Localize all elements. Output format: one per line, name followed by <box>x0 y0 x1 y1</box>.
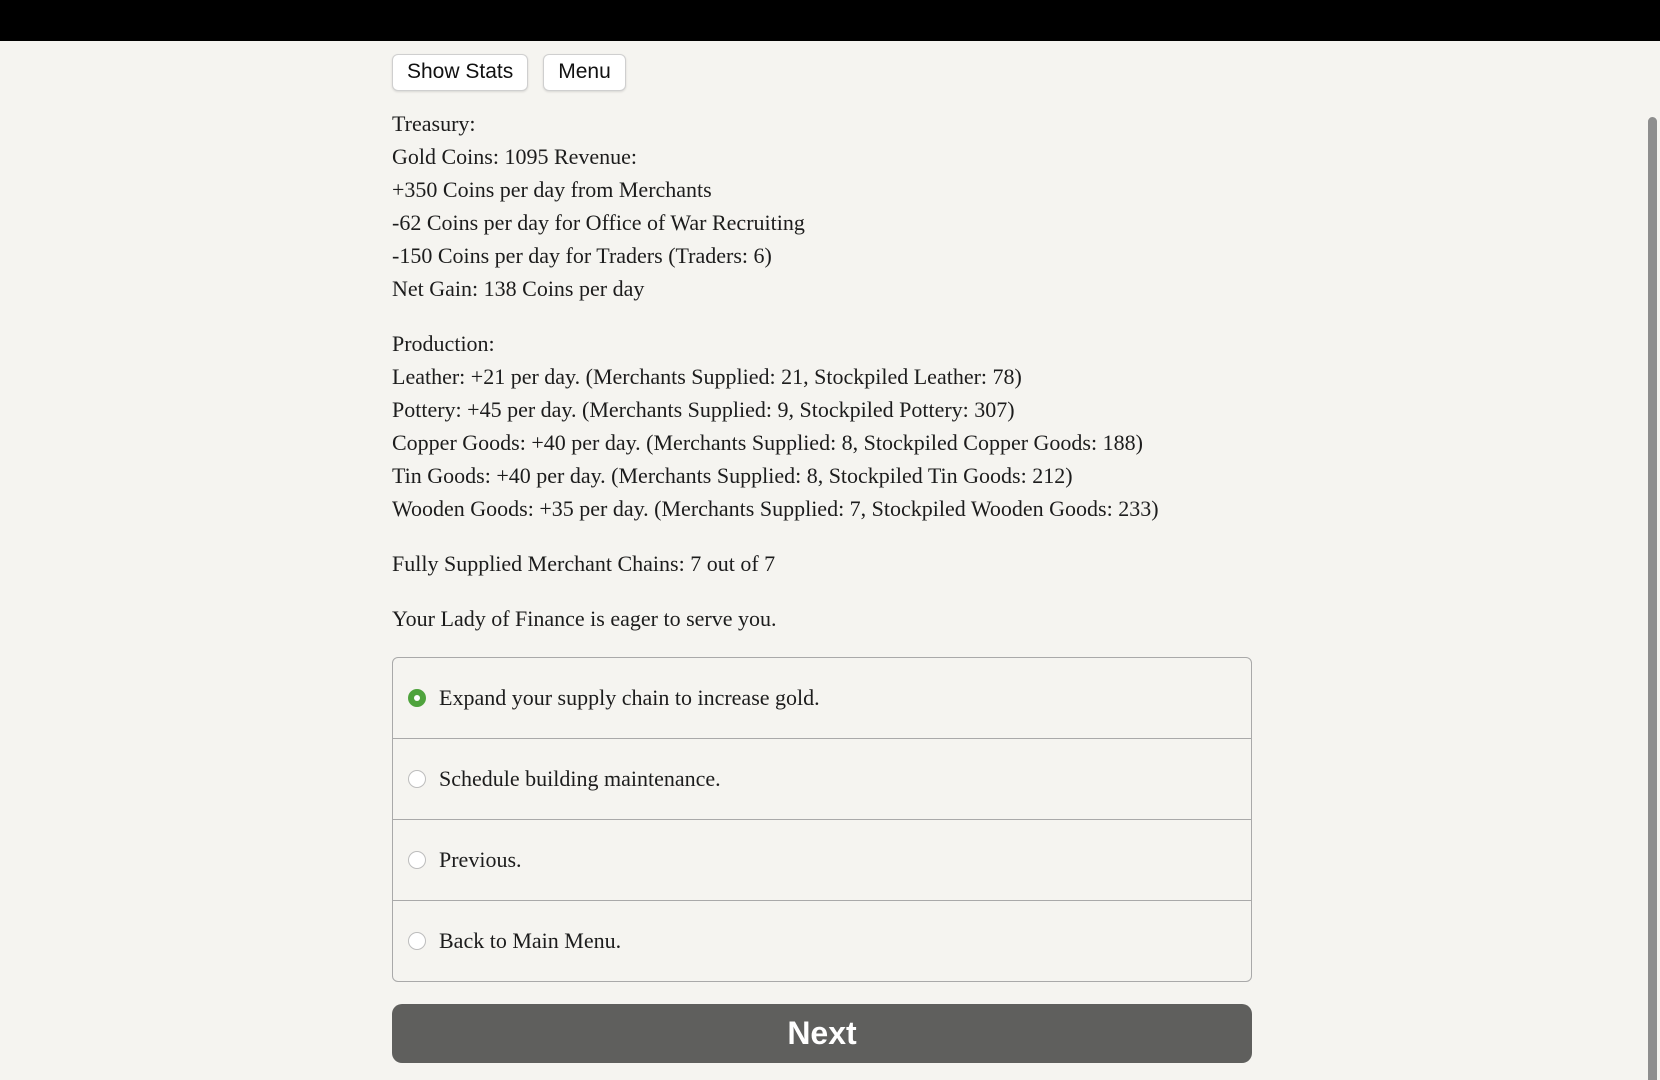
production-item-tin-goods: Tin Goods: +40 per day. (Merchants Supplied: 8, Stockpiled Tin Goods: 212) <box>392 463 1073 488</box>
choice-label: Schedule building maintenance. <box>439 766 721 791</box>
choice-label: Back to Main Menu. <box>439 928 622 953</box>
choice-option-main-menu[interactable] <box>393 900 1251 981</box>
top-button-bar <box>392 54 1252 90</box>
merchants-income-line: +350 Coins per day from Merchants <box>392 177 712 202</box>
radio-unselected-icon[interactable] <box>408 932 426 950</box>
choice-label: Expand your supply chain to increase gold. <box>439 685 820 710</box>
next-button[interactable]: Next <box>392 1004 1252 1063</box>
choice-label: Previous. <box>439 847 522 872</box>
choice-list <box>392 657 1252 982</box>
choice-option-expand-supply-chain[interactable] <box>393 658 1251 738</box>
game-panel <box>392 54 1252 1063</box>
net-gain-line: Net Gain: 138 Coins per day <box>392 276 645 301</box>
war-recruiting-cost-line: -62 Coins per day for Office of War Recruiting <box>392 210 805 235</box>
choice-option-previous[interactable] <box>393 819 1251 900</box>
show-stats-button[interactable]: Show Stats <box>392 54 528 91</box>
production-item-leather: Leather: +21 per day. (Merchants Supplied: 21, Stockpiled Leather: 78) <box>392 364 1022 389</box>
production-item-pottery: Pottery: +45 per day. (Merchants Supplied: 9, Stockpiled Pottery: 307) <box>392 397 1015 422</box>
gold-coins-line: Gold Coins: 1095 Revenue: <box>392 144 638 169</box>
browser-top-bar <box>0 0 1660 41</box>
scrollbar-thumb[interactable] <box>1648 117 1657 1080</box>
menu-button[interactable]: Menu <box>543 54 626 91</box>
radio-unselected-icon[interactable] <box>408 770 426 788</box>
treasury-heading: Treasury: <box>392 111 476 136</box>
merchant-chains-status: Fully Supplied Merchant Chains: 7 out of 7 <box>392 551 776 576</box>
treasury-section <box>392 107 1252 305</box>
radio-unselected-icon[interactable] <box>408 851 426 869</box>
production-item-wooden-goods: Wooden Goods: +35 per day. (Merchants Supplied: 7, Stockpiled Wooden Goods: 233) <box>392 496 1159 521</box>
production-item-copper-goods: Copper Goods: +40 per day. (Merchants Supplied: 8, Stockpiled Copper Goods: 188) <box>392 430 1143 455</box>
advisor-message: Your Lady of Finance is eager to serve you. <box>392 606 777 631</box>
production-section <box>392 327 1252 525</box>
radio-selected-icon[interactable] <box>408 689 426 707</box>
choice-option-schedule-maintenance[interactable] <box>393 738 1251 819</box>
traders-cost-line: -150 Coins per day for Traders (Traders: 6) <box>392 243 772 268</box>
production-heading: Production: <box>392 331 495 356</box>
vertical-scrollbar[interactable] <box>1644 41 1660 1080</box>
